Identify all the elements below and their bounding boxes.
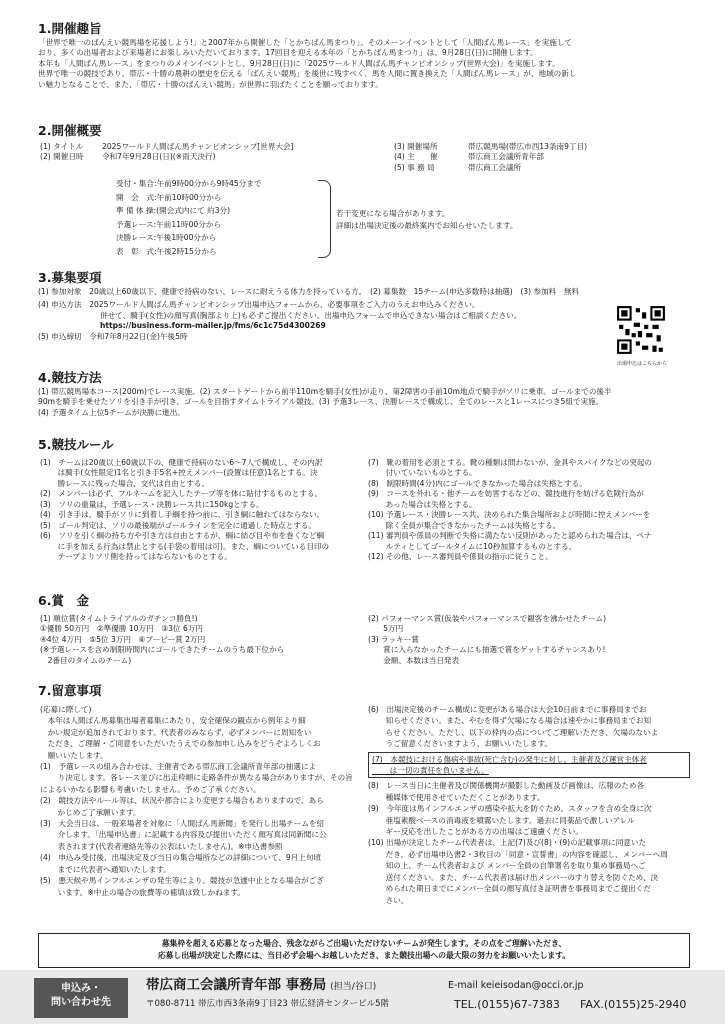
section-purpose	[38, 22, 690, 90]
text-line: おり、多くの出場者および来場者にお楽しみいただいております。17回目を迎える本年の「とかちばん馬まつり」は、9月28日(日)に開催します。	[38, 48, 538, 58]
schedule-note: 若干変更になる場合があります。 詳細は出場決定後の最終案内でお知らせいたします。	[336, 209, 518, 230]
notes-left	[40, 704, 360, 898]
note-line: (9) 今年度は馬インフルエンザの感染や拡大を防ぐため、スタッフを含め全身に次	[368, 804, 652, 814]
notes-right	[368, 704, 690, 906]
date-value: 令和7年9月28日(日)(※雨天決行)	[102, 152, 216, 162]
note-line: (3) 大会当日は、一般来場者を対象に「人間ばん馬新聞」を発行し出場チームを紹	[40, 819, 325, 829]
rule-line: ルティとしてゴールタイムに10秒加算するものとする。	[368, 541, 577, 551]
note-line: ギー反応を出したことがある方の出場はご遠慮ください。	[368, 827, 584, 837]
note-line: までに代表者へ通知いたします。	[40, 864, 171, 874]
rule-line: (5) ゴール判定は、ソリの最後端がゴールラインを完全に通過した時点とする。	[40, 520, 317, 530]
rule-line: テープよりソリ側を持ってはならないものとする。	[40, 552, 232, 562]
note-line: (5) 悪天候や馬インフルエンザの発生等により、競技が急遽中止となる場合がござ	[40, 876, 324, 886]
note-line: さい。	[368, 895, 409, 905]
rule-line: 除く全員が集合できなかったチームは失格とする。	[368, 520, 561, 530]
text-line: (4) 予選タイム上位5チームが決勝に進出。	[38, 407, 185, 417]
schedule-item: 受付・集合:午前9時00分から9時45分まで	[116, 179, 262, 188]
note-line: り決定します。各レース並びに出走枠順に走路条件が異なる場合がありますが、その旨によるいかなる影響も考慮いたしません。予めご了承ください。	[40, 773, 353, 794]
rule-line: は騎手(女性限定)1名と引き手5名+控えメンバー(設置は任意)1名とする。決	[40, 468, 318, 478]
schedule-item: 予選レース:午前11時00分から	[116, 219, 222, 229]
prize-line: (3) ラッキー賞	[368, 634, 419, 644]
prize-line: (2) パフォーマンス賞(仮装やパフォーマンスで観客を沸かせたチーム)	[368, 614, 607, 623]
prize-line: 賞に入らなかったチームにも抽選で賞をゲットするチャンスあり!	[368, 645, 606, 655]
notice-box: 募集枠を超える応募となった場合、残念ながらご出場いただけないチームが発生します。その点をご理解いただき、 応募し出場が決定した際には、当日必ず会場へお越しいただき、また競技出場への最大限の努力をお願いいたします。	[38, 933, 690, 968]
overview-right: (3) 開催場所 帯広競馬場(帯広市西13条南9丁目) (4) 主 催 帯広商工会議所青年部 (5) 事 務 局 帯広商工会議所	[394, 142, 588, 172]
note-line: (8) レース当日に主催者及び関係機関が撮影した動画及び画像は、広報のため各	[368, 781, 645, 791]
tel: TEL.(0155)67-7383	[454, 998, 560, 1011]
schedule-item: 決勝レース:午後1時00分から	[116, 233, 217, 242]
section-title: 5.競技ルール	[38, 437, 114, 452]
purpose-text	[38, 38, 690, 90]
section-overview	[38, 124, 690, 274]
section-recruitment: 3.募集要項 (1) 参加対象 20歳以上60歳以下、健康で持病のない、レースに耐えうる体力を持っている方。 (2) 募集数 15チーム(申込多数時は抽選) (3) 参加料 無料 (4) 申込方法 2025ワールド人間ばん馬チャンピオンシップ出場申込フォームから、必要事項をご入力のうえお申込みください。 併せて、騎手(女性)の顔写真(胸部より上)も必ずご提出ください。出場申込フォームで申込できない場合はご相談ください。 https://business.form-mailer.jp/fms/6c1c75d4300269 (5) 申込締切 令和7年8月22日(金)午後5時	[38, 271, 690, 342]
section-notes	[38, 683, 690, 905]
section-title: 6.賞 金	[38, 593, 89, 608]
note-line: 本年は人間ばん馬募集出場者募集にあたり、安全確保の観点から例年より細	[40, 716, 306, 726]
text-line: い魅力となることで、また、「帯広・十勝のばんえい競馬」が世界に羽ばたくことを願っております。	[38, 79, 383, 89]
section-rules	[38, 437, 690, 562]
schedule-list	[116, 177, 261, 258]
rule-line: (9) コースを外れる・他チームを妨害するなどの、競技進行を妨げる危険行為が	[368, 489, 644, 499]
address: 〒080-8711 帯広市西3条南9丁目23 帯広経済センタービル5階	[146, 999, 390, 1009]
section-title: 7.留意事項	[38, 683, 102, 698]
text-line: 90mを騎手を乗せたソリを引き手が引き、ゴールを目指すタイムトライアル競技。(3) 予選3レース、決勝レースで構成し、全てのレースと1レースにつき5組で実施。	[38, 397, 604, 407]
note-line: 介します。「出場申込書」に記載する内容及び提出いただく顔写真は同新聞に公	[40, 830, 327, 840]
section-prizes	[38, 593, 690, 665]
text-line: (1) 帯広競馬場本コース(200m)でレース実施。(2) スタートゲートから前半110mを騎手(女性)が走り、第2障害の手前10m地点で騎手がソリに乗車。ゴールまでの後半	[38, 387, 612, 396]
note-line: 知らせください。また、やむを得ず欠場になる場合は速やかに事務局までお知	[368, 716, 652, 726]
note-line: (応募に際して)	[40, 705, 92, 714]
qr-caption: 出場申込はこちらから	[616, 361, 667, 367]
section-title: 3.募集要項	[38, 270, 102, 285]
prize-line: 2番目のタイムのチーム)	[40, 655, 132, 665]
note-line: 種媒体で使用させていただくことがあります。	[368, 792, 545, 802]
rule-line: (6) ソリを引く綱の持ち方や引き方は自由とするが、綱に結び目や布を巻くなど綱	[40, 531, 325, 541]
contact-tag: 申込み・ 問い合わせ先	[34, 978, 128, 1018]
rule-line: (12) その他、レース審判員や係員の指示に従うこと。	[368, 552, 553, 562]
office-name: 帯広商工会議所青年部 事務局 (担当/谷口)	[146, 977, 377, 993]
rule-line: 付いていないものとする。	[368, 468, 477, 478]
note-line: らせください。ただし、以下の枠内の点についてご理解いただき、欠場のないよ	[368, 727, 659, 737]
application-url[interactable]: https://business.form-mailer.jp/fms/6c1c75d4300269	[100, 321, 326, 331]
title-label: (1) タイトル	[40, 142, 84, 151]
note-line: います。※中止の場合の旅費等の補填は致しかねます。	[40, 887, 245, 897]
qr-code[interactable]	[615, 304, 667, 356]
note-line: められた期日までにメンバー全員の顔写真付き証明書を事務局までご提出くだ	[368, 884, 651, 894]
note-line: (1) 予選レースの組み合わせは、主催者である帯広商工会議所青年部の抽選によ	[40, 762, 317, 772]
rule-line: 勝レースに残った場合、交代は自由とする。	[40, 478, 210, 488]
rule-line: (1) チームは20歳以上60歳以下の、健康で持病のない6～7人で構成し、その内訳	[40, 458, 323, 467]
note-line: 亜塩素酸ベースの消毒液を噴霧いたします。過去に同薬品で激しいアレル	[368, 815, 635, 825]
note-line: 送付ください。また、チーム代表者は届け出メンバーのすり替えを防ぐため、決	[368, 872, 659, 882]
prize-line: (※予選レースを含め制限時間内にゴールできたチームのうち最下位から	[40, 645, 285, 655]
brace	[318, 180, 331, 258]
fax: FAX.(0155)25-2940	[580, 998, 687, 1011]
liability-box: (7) 本競技における傷病や事故(死亡含む)の発生に対し、主催者及び運営主体者 は一切の責任を負いません。	[368, 752, 690, 779]
note-line: ただき、ご理解・ご同意をいただいたうえでの参加申し込みをどうぞよろしくお	[40, 739, 321, 749]
note-line: かい規定が追加されております。代表者のみならず、必ずメンバーに周知をい	[40, 727, 312, 737]
text-line: 「世界で唯一のばんえい競馬場を応援しよう!」と2007年から開催した「とかちばん馬まつり」。そのメーンイベントとして「人間ばん馬レース」を実施して	[38, 38, 573, 47]
rules-left	[40, 458, 360, 563]
prize-line: ①優勝 50万円 ②準優勝 10万円 ③3位 6万円	[40, 624, 203, 634]
note-line: 表されます(代表者連絡先等の公表はいたしません)。※申込書参照	[40, 841, 283, 851]
section-title: 2.開催概要	[38, 123, 102, 138]
method-text	[38, 387, 690, 418]
note-line: 知の上、チーム代表者および メンバー全員の自筆署名を取り集め事務局へご	[368, 861, 646, 871]
date-label: (2) 開催日時	[40, 152, 84, 162]
note-line: (4) 申込み受付後、出場決定及び当日の集合場所などの詳細について、9月上旬頃	[40, 853, 322, 863]
rules-right	[368, 458, 690, 563]
note-line: (10) 出場が決定したチーム代表者は、上記(7)及び(8)・(9)の記載事項に同意いた	[368, 838, 647, 848]
schedule-item: 準 備 体 操:(開会式内にて 約3分)	[116, 206, 231, 215]
rule-line: に手を加える行為は禁止とする(手袋の着用は可)。また、綱についている目印の	[40, 541, 330, 551]
prize-line: 5万円	[368, 624, 404, 634]
section-title: 1.開催趣旨	[38, 21, 102, 36]
rule-line: (4) 引き手は、騎手がソリに到着し手綱を持つ前に、引き綱に触れてはならない。	[40, 510, 325, 520]
prize-line: ④4位 4万円 ⑤5位 3万円 ⑥ブービー賞 2万円	[40, 634, 206, 644]
note-line: だき、必ず出場申込書2・3枚目の「同意・宣誓書」の内容を確認し、メンバーへ周	[368, 849, 668, 859]
rule-line: (3) ソリの重量は、予選レース・決勝レース共に150kgとする。	[40, 499, 264, 509]
text-line: 本年も「人間ばん馬レース」をまつりのメインイベントとし、9月28日(日)に「2025ワールド人間ばん馬チャンピオンシップ(世界大会)」を実施します。	[38, 58, 560, 68]
prizes-left	[40, 614, 360, 666]
rule-line: (7) 靴の着用を必須とする。靴の種類は問わないが、金具やスパイクなどの突起の	[368, 458, 652, 467]
email[interactable]: E-mail keieisodan@occi.or.jp	[448, 980, 584, 991]
rule-line: (8) 制限時間(4分)内にゴールできなかった場合は失格とする。	[368, 478, 587, 488]
note-line: (2) 競技方法やルール等は、状況や都合により変更する場合もありますので、あら	[40, 796, 324, 806]
section-method	[38, 371, 690, 418]
note-line: かじめご了承願います。	[40, 807, 141, 817]
rule-line: (2) メンバーは必ず、フルネームを記入したテープ等を体に貼付するものとする。	[40, 489, 323, 499]
rule-line: (10) 予選レース・決勝レース共、決められた集合場所および時間に控えメンバーを	[368, 510, 651, 520]
schedule-item: 表 彰 式:午後2時15分から	[116, 246, 217, 256]
rule-line: (11) 審判員や係員の判断で失格に満たない反則があったと認められた場合は、ペナ	[368, 531, 652, 541]
text-line: 世界で唯一の競技であり、帯広・十勝の農耕の歴史を伝える「ばんえい競馬」を後世に残すべく、馬を人間に置き換えた「人間ばん馬レース」が、地域の新し	[38, 69, 577, 79]
section-title: 4.競技方法	[38, 370, 102, 385]
rule-line: あった場合は失格とする。	[368, 499, 477, 509]
prize-line: (1) 順位賞(タイムトライアルのガチンコ勝負!)	[40, 614, 198, 623]
schedule-item: 開 会 式:午前10時00分から	[116, 192, 222, 202]
title-value: 2025ワールド人間ばん馬チャンピオンシップ[世界大会]	[102, 142, 294, 151]
note-line: 願いいたします。	[40, 750, 108, 760]
prize-line: 金額、本数は当日発表	[368, 655, 460, 665]
note-line: うご留意くださいますよう、お願いいたします。	[368, 739, 553, 749]
note-line: (6) 出場決定後のチーム構成に変更がある場合は大会10日前までに事務局までお	[368, 705, 647, 714]
prizes-right	[368, 614, 690, 666]
